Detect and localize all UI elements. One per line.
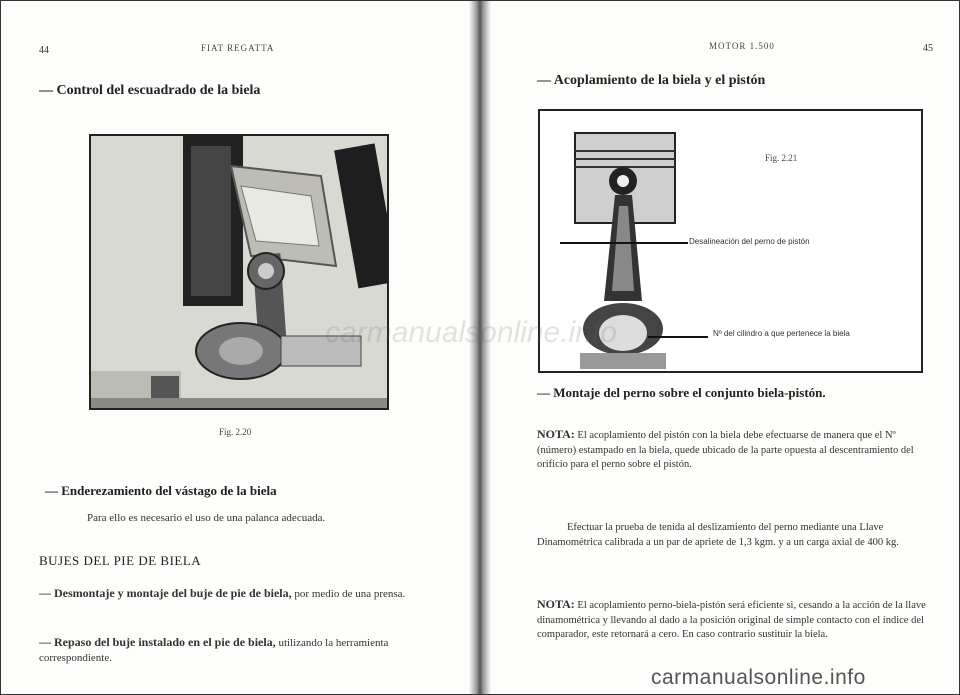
page-number: 45 [923,43,933,54]
list-item-bold: — Desmontaje y montaje del buje de pie de biela, [39,586,292,600]
figure-caption: Fig. 2.20 [219,427,252,437]
list-item-text: utilizando la herramienta correspondiente. [39,637,389,664]
section-heading: — Montaje del perno sobre el conjunto biela-pistón. [537,385,826,400]
note-label: NOTA: [537,597,575,611]
paragraph: Efectuar la prueba de tenida al deslizamiento del perno mediante una Llave Dinamométrica calibrada a un par de apriete de 1,3 kgm. y a un carga axial de 400 kg. [537,522,899,548]
section-heading: — Acoplamiento de la biela y el pistón [537,73,766,88]
list-item [39,586,449,602]
section-title: BUJES DEL PIE DE BIELA [39,553,202,568]
diagram-label: Nº del cilindro a que pertenece la biela [713,329,850,338]
running-head: FIAT REGATTA [201,43,275,53]
list-item-text: por medio de una prensa. [294,588,406,600]
page-number: 44 [39,45,49,56]
note [537,597,933,643]
connecting-rod-photo-illustration [91,136,387,408]
note-text: El acoplamiento del pistón con la biela debe efectuarse de manera que el Nº (número) estampado en la biela, quede ubicado de la parte opuesta al descentramiento del orificio para el perno sobre el pistón. [537,430,914,470]
footer-site-name[interactable]: carmanualsonline.info [651,666,866,689]
diagram-label: Desalineación del perno de pistón [689,237,810,246]
note [537,427,933,473]
figure-number: Fig. 2.21 [765,153,798,163]
watermark: carmanualsonline.info [325,316,617,349]
section-heading: — Enderezamiento del vástago de la biela [45,483,277,498]
running-head: MOTOR 1.500 [709,41,775,51]
paragraph: Para ello es necesario el uso de una palanca adecuada. [87,512,326,524]
figure-photo [89,134,389,410]
note-text: El acoplamiento perno-biela-pistón será eficiente si, cesando a la acción de la llave dinamométrica y llevando al dado a la posición original de simple contacto con el índice del comparador, este retornará a cero. En caso contrario sustituir la biela. [537,600,926,640]
note-label: NOTA: [537,427,575,441]
list-item-bold: — Repaso del buje instalado en el pie de biela, [39,635,276,649]
list-item [39,635,449,666]
section-heading: — Control del escuadrado de la biela [39,83,261,98]
